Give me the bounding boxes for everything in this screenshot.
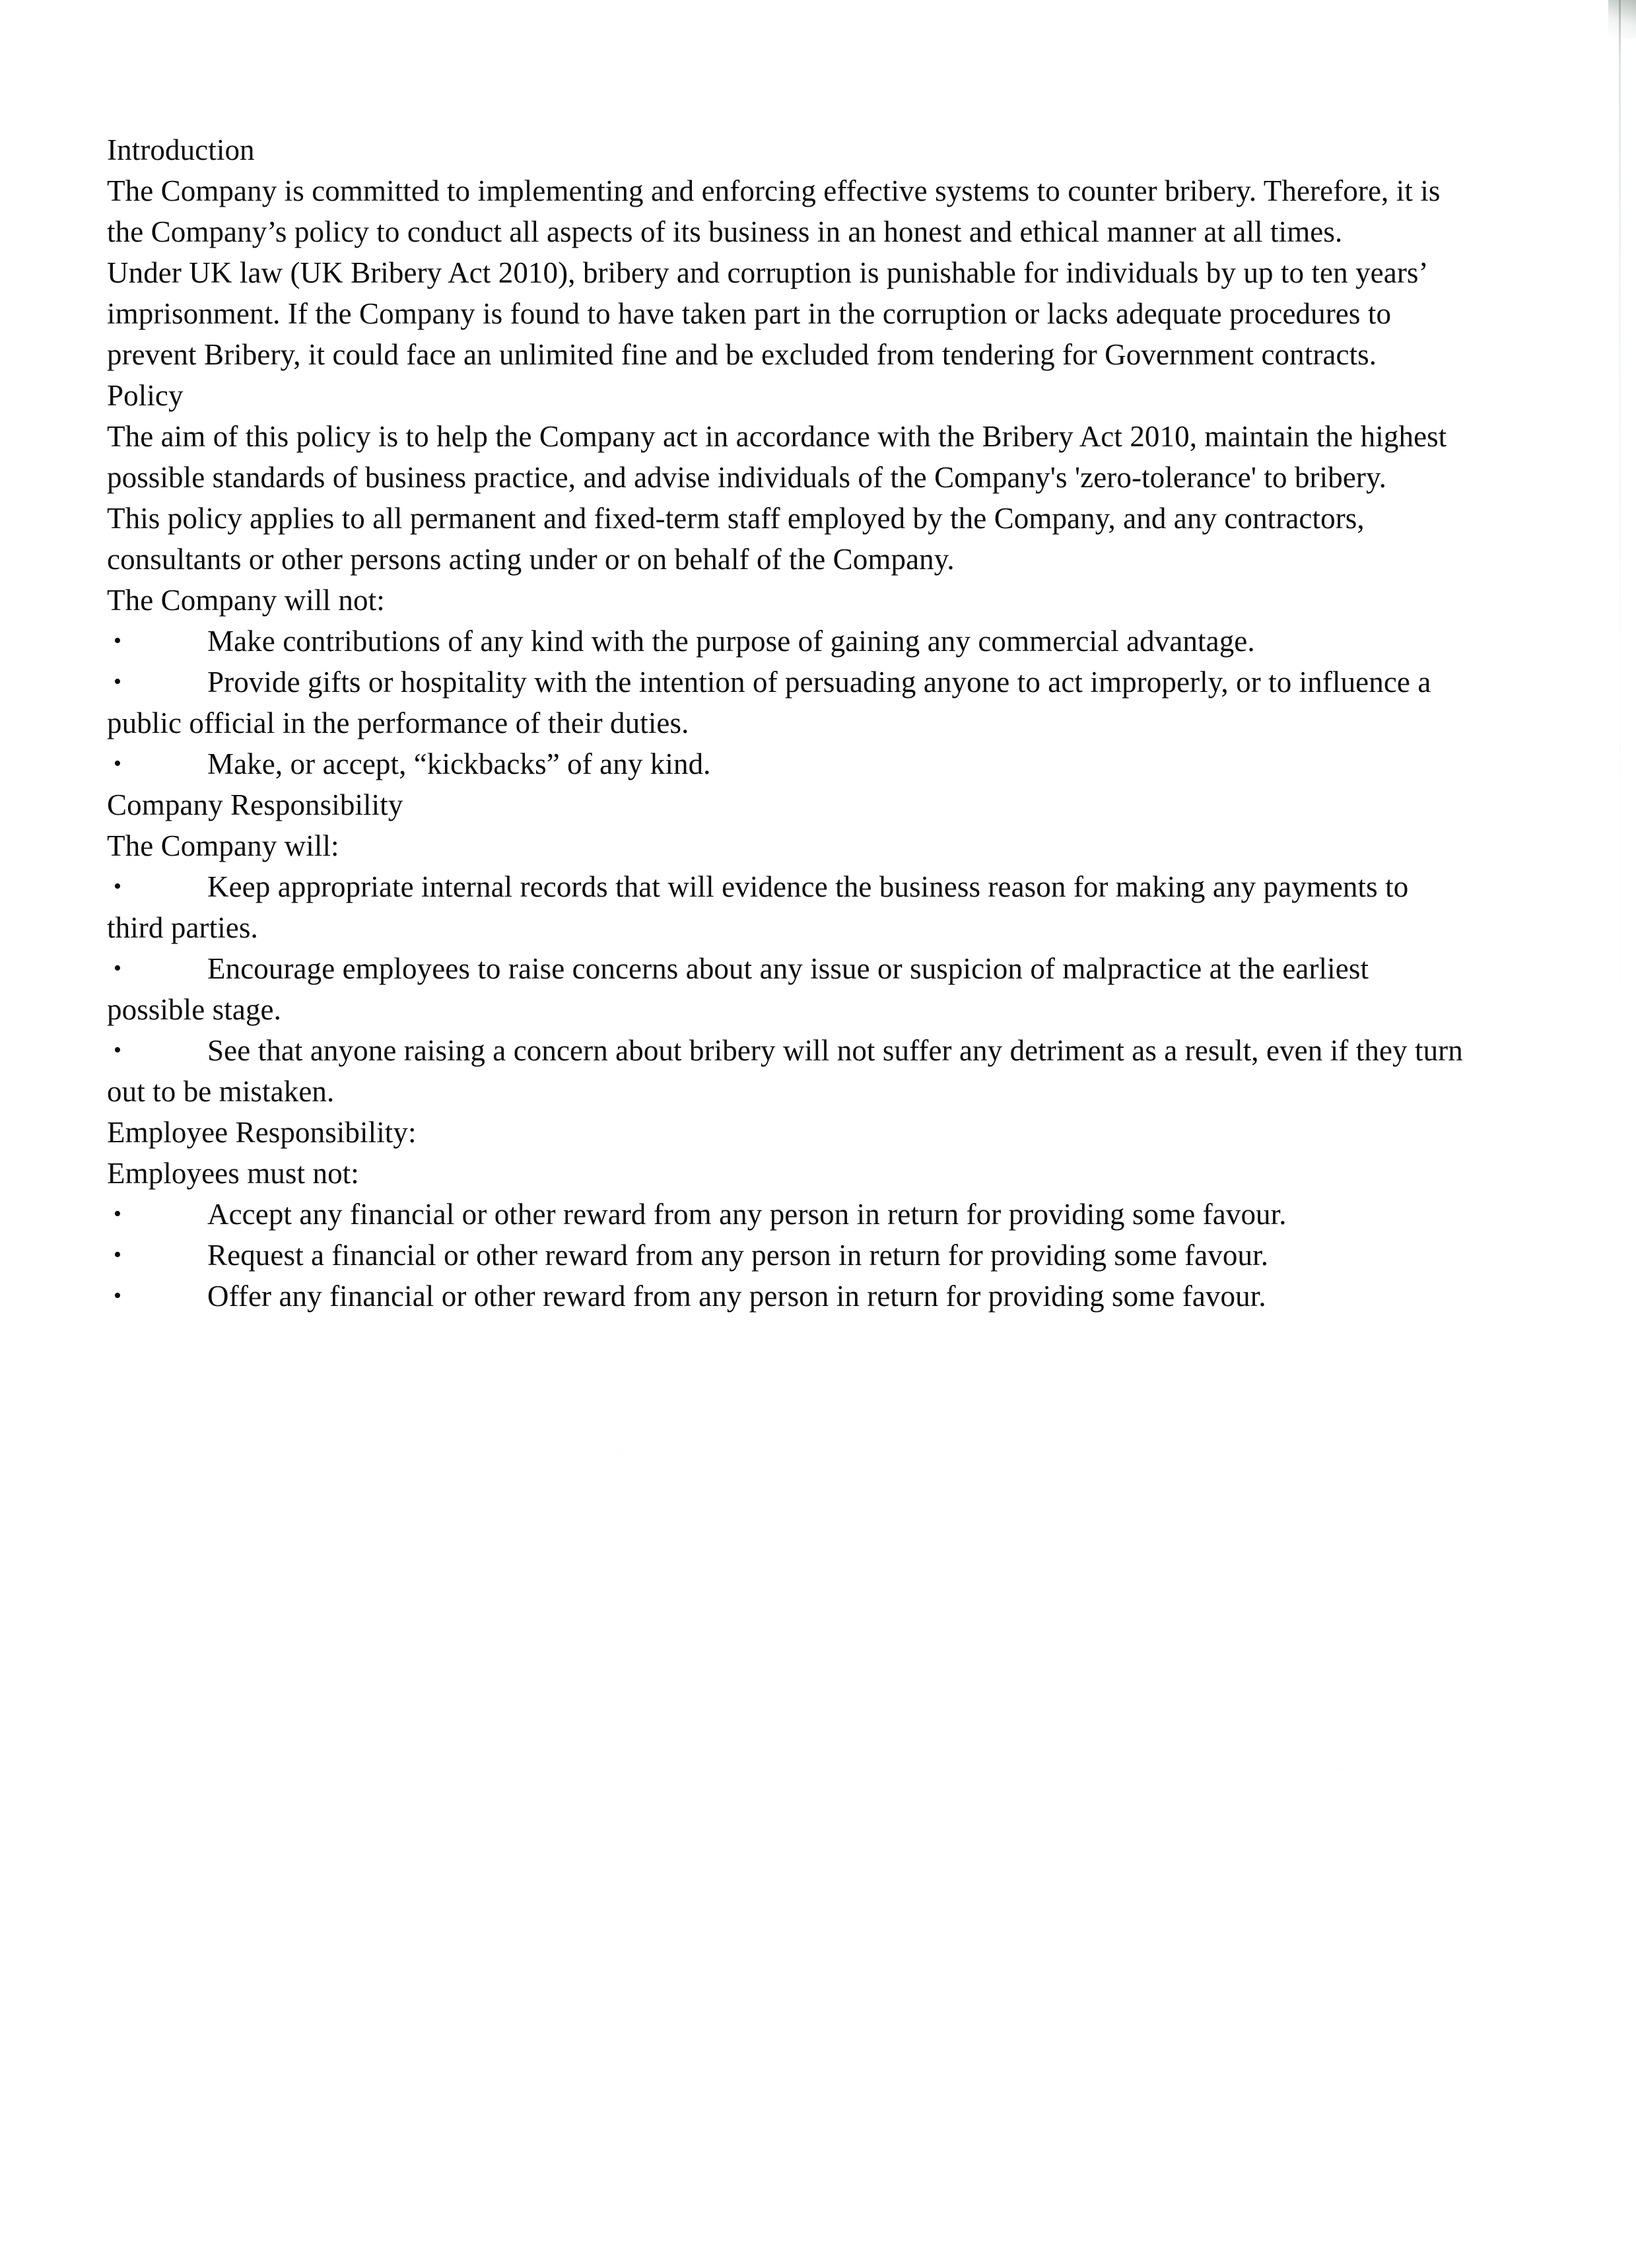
- bullet-company-will-encourage-employees: [107, 948, 1467, 1030]
- bullet-employees-must-not-offer-text: Offer any financial or other reward from any person in return for providing some favour.: [207, 1280, 1266, 1313]
- heading-policy: Policy: [107, 379, 184, 412]
- paragraph-company-will-not-lead-in: The Company will not:: [107, 584, 385, 617]
- bullet-company-will-internal-records-text: Keep appropriate internal records that will evidence the business reason for making any payments to third parties.: [107, 870, 1409, 944]
- scanner-seam-line-icon: [1619, 0, 1621, 1030]
- paragraph-introduction-uk-law: Under UK law (UK Bribery Act 2010), bribery and corruption is punishable for individuals by up to ten years’ imprisonment. If the Company is found to have taken part in the corruption or lacks adequate procedures to prevent Bribery, it could face an unlimited fine and be excluded from tendering for Government contracts.: [107, 256, 1427, 371]
- bullet-company-will-not-gifts-hospitality-text: Provide gifts or hospitality with the intention of persuading anyone to act improperly, or to influence a public official in the performance of their duties.: [107, 666, 1431, 739]
- document-text-column: [107, 129, 1467, 1317]
- bullet-point-icon: •: [114, 1243, 122, 1267]
- bullet-company-will-not-kickbacks: [107, 743, 1467, 784]
- paragraph-policy-scope: This policy applies to all permanent and fixed-term staff employed by the Company, and any contractors, consultants or other persons acting under or on behalf of the Company.: [107, 502, 1365, 576]
- heading-employee-responsibility: Employee Responsibility:: [107, 1116, 417, 1149]
- bullet-company-will-not-contributions-text: Make contributions of any kind with the purpose of gaining any commercial advantage.: [207, 625, 1255, 658]
- bullet-point-icon: •: [114, 751, 122, 776]
- paragraph-introduction-commitment: The Company is committed to implementing and enforcing effective systems to counter bribery. Therefore, it is the Company’s policy to conduct all aspects of its business in an honest and ethical manner at all times.: [107, 174, 1441, 248]
- bullet-point-icon: •: [114, 874, 122, 899]
- bullet-point-icon: •: [114, 1284, 122, 1308]
- bullet-company-will-encourage-employees-text: Encourage employees to raise concerns about any issue or suspicion of malpractice at the earliest possible stage.: [107, 952, 1369, 1026]
- bullet-point-icon: •: [114, 1038, 122, 1062]
- paragraph-company-will-lead-in: The Company will:: [107, 829, 339, 862]
- bullet-company-will-no-detriment: [107, 1030, 1467, 1112]
- bullet-employees-must-not-request: [107, 1235, 1467, 1276]
- bullet-point-icon: •: [114, 629, 122, 653]
- bullet-employees-must-not-request-text: Request a financial or other reward from any person in return for providing some favour.: [207, 1239, 1269, 1272]
- bullet-point-icon: •: [114, 1202, 122, 1226]
- heading-introduction: Introduction: [107, 133, 255, 166]
- bullet-point-icon: •: [114, 670, 122, 694]
- bullet-company-will-not-contributions: [107, 621, 1467, 662]
- bullet-company-will-internal-records: [107, 866, 1467, 948]
- bullet-employees-must-not-offer: [107, 1276, 1467, 1317]
- paragraph-policy-aim: The aim of this policy is to help the Company act in accordance with the Bribery Act 2010, maintain the highest possible standards of business practice, and advise individuals of the Company's 'zero-tolerance' to bribery.: [107, 420, 1447, 494]
- paragraph-employees-must-not-lead-in: Employees must not:: [107, 1157, 359, 1190]
- bullet-company-will-not-kickbacks-text: Make, or accept, “kickbacks” of any kind.: [207, 747, 711, 780]
- bullet-point-icon: •: [114, 956, 122, 980]
- bullet-company-will-not-gifts-hospitality: [107, 662, 1467, 743]
- heading-company-responsibility: Company Responsibility: [107, 788, 403, 821]
- scanner-edge-shadow-icon: [1608, 0, 1636, 38]
- bullet-company-will-no-detriment-text: See that anyone raising a concern about bribery will not suffer any detriment as a result, even if they turn out to be mistaken.: [107, 1034, 1463, 1108]
- bullet-employees-must-not-accept: [107, 1194, 1467, 1235]
- bullet-employees-must-not-accept-text: Accept any financial or other reward from any person in return for providing some favour.: [207, 1198, 1287, 1231]
